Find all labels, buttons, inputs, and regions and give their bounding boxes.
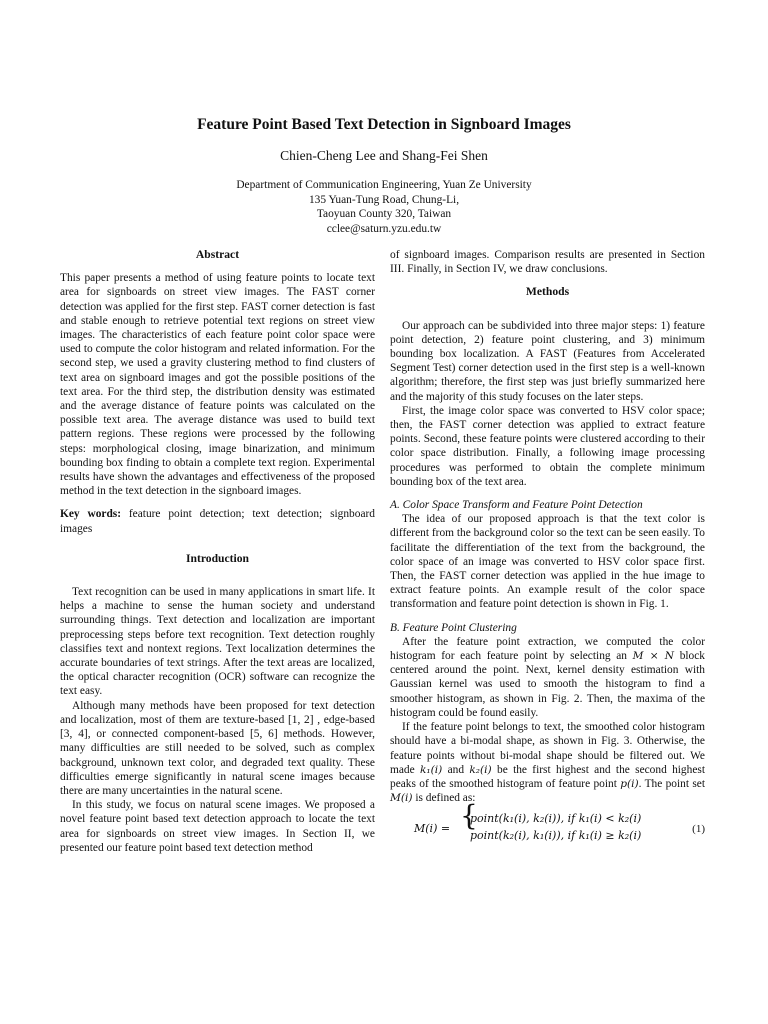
subsection-b-paragraph-1: After the feature point extraction, we computed the color histogram for each feature point by selecting an M × N block centered around the point. Next, kernel density estimation with Gaussian kernel was used to smooth the histogram to find a smoother histogram, as shown in Fig. 2. Then, the maxima of the histogram could be found easily. [390, 635, 706, 719]
subsection-b-paragraph-2: If the feature point belongs to text, the smoothed color histogram should have a bi-modal shape, as shown in Fig. 3. Otherwise, the feature points without bi-modal shape should be filtered out. We made k₁(i) and k₂(i) be the first highest and the second highest peaks of the smoothed histogram of feature point p(i). The point set M(i) is defined as: [390, 721, 705, 805]
equation-brace: { [460, 799, 478, 833]
equation-1 [390, 799, 705, 847]
intro-paragraph-3: In this study, we focus on natural scene images. We proposed a novel feature point based text detection approach to locate the text area for signboards on street view images. In Section II, we presented our feature point based text detection method [60, 799, 375, 854]
intro-paragraph-1: Text recognition can be used in many applications in smart life. It helps a machine to sense the human society and understand surrounding things. Text detection and localization are important preprocessing steps before text recognition. Text detection roughly classifies text and nontext regions. Text localization determines the accurate boundaries of text strings. After the text areas are localized, the optical character recognition (OCR) software can recognize the text easy. [60, 586, 375, 698]
left-column [60, 248, 375, 855]
equation-case-1: point(k₁(i), k₂(i)), if k₁(i) < k₂(i) [470, 812, 642, 826]
methods-heading: Methods [525, 285, 570, 299]
paper-title: Feature Point Based Text Detection in Signboard Images [197, 116, 571, 133]
equation-lhs: M(i) = [414, 822, 451, 836]
affiliation-block [0, 178, 768, 236]
right-column [390, 248, 705, 847]
keywords-label: Key words: [60, 508, 122, 521]
keywords [60, 507, 375, 535]
affiliation-address: 135 Yuan-Tung Road, Chung-Li, [308, 193, 460, 206]
subsection-a-heading: A. Color Space Transform and Feature Point Detection [390, 499, 643, 512]
subsection-a-paragraph: The idea of our proposed approach is that the text color is different from the background color so the text can be seen easily. To facilitate the differentiation of the text from the background, the color space of an image was converted to HSV color space first. Then, the FAST corner detection was applied in the hue image to extract feature points. An example result of the color space transformation and feature point detection is shown in Fig. 1. [390, 513, 705, 611]
introduction-heading: Introduction [186, 551, 249, 565]
affiliation-county: Taoyuan County 320, Taiwan [316, 208, 452, 221]
abstract-text: This paper presents a method of using feature points to locate text area for signboards on street view images. The FAST corner detection was applied for the first step. FAST corner detection is fast and stable enough to retrieve potential text regions on street view images. The characteristics of each feature point color space were used to compute the color histogram and related information. For the second step, we used a gravity clustering method to find clusters of text area on signboard images and got the possible positions of the text area. For the third step, the distribution density was estimated and the average distance of feature points was calculated on the possible text area. The average distance was used to build text pattern regions. These regions were processed by the following steps: morphological closing, image binarization, and minimum bounding box finding to obtain a complete text region. Experimental results have shown the advantages and effectiveness of the proposed method in the text detection in the signboard images. [60, 272, 375, 498]
methods-paragraph-2: First, the image color space was converted to HSV color space; then, the FAST corner detection was applied to extract feature points. Second, these feature points were clustered according to their color space distribution. Finally, a following image processing procedures was performed to obtain the complete minimum bounding box of the text area. [390, 404, 705, 488]
equation-case-2: point(k₂(i), k₁(i)), if k₁(i) ≥ k₂(i) [470, 829, 642, 843]
methods-paragraph-1: Our approach can be subdivided into three major steps: 1) feature point detection, 2) feature point clustering, and 3) minimum bounding box localization. A FAST (Features from Accelerated Segment Test) corner detection used in the first step is a well-known algorithm; therefore, the first step was just briefly summarized here and the majority of this study focuses on the later steps. [390, 319, 705, 403]
abstract-heading: Abstract [195, 248, 240, 261]
subsection-b-heading: B. Feature Point Clustering [390, 621, 517, 634]
keywords-text: feature point detection; text detection; signboard images [60, 508, 375, 535]
affiliation-email: cclee@saturn.yzu.edu.tw [326, 222, 442, 235]
equation-number: (1) [692, 823, 705, 836]
paper-authors: Chien-Cheng Lee and Shang-Fei Shen [280, 148, 488, 163]
intro-paragraph-2: Although many methods have been proposed for text detection and localization, most of them are texture-based [1, 2] , edge-based [3, 4], or connected component-based [5, 6] methods. However, many difficulties are still needed to be solved, such as complex background, unknown text color, and degraded text quality. These difficulties emerge significantly in natural scene images because there are many uncertainties in the natural scene. [60, 699, 375, 797]
intro-paragraph-3-continued: of signboard images. Comparison results are presented in Section III. Finally, in Section IV, we draw conclusions. [390, 249, 705, 276]
affiliation-department: Department of Communication Engineering, Yuan Ze University [236, 179, 532, 191]
